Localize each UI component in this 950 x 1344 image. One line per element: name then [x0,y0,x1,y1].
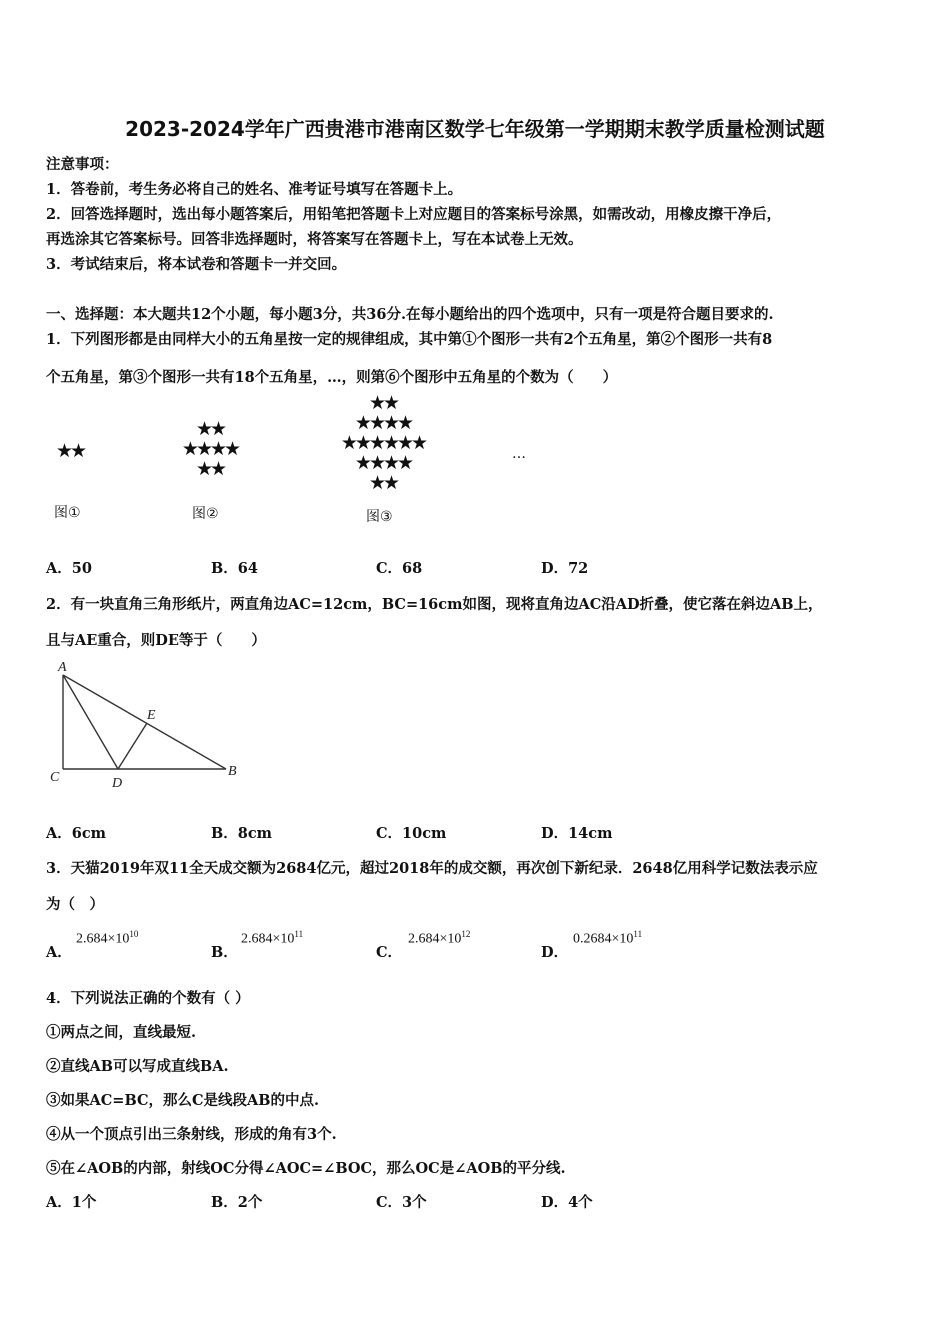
figure-label: 图③ [366,509,393,525]
notice-item: 再选涂其它答案标号。回答非选择题时，将答案写在答题卡上，写在本试卷上无效。 [46,231,583,248]
q4-option-a: A．1个 [46,1194,97,1211]
section-heading: 一、选择题：本大题共12个小题，每小题3分，共36分.在每小题给出的四个选项中，只有一项是符合题目要求的. [46,306,774,323]
q2-option-a: A．6cm [46,825,107,842]
point-label-c: C [50,770,60,785]
q1-figure-2 [160,418,260,528]
q2-stem-line2: 且与AE重合，则DE等于（ ） [46,632,266,649]
times-ten: ×10 [107,931,130,947]
figure-ellipsis: … [512,446,526,462]
segment-ad [63,675,118,769]
star-row: ★★★★ [354,452,412,474]
point-label-e: E [147,708,156,723]
star-row: ★★ [368,392,398,414]
q1-figure-1 [40,440,100,530]
times-ten: ×10 [611,931,634,947]
q4-statement: ③如果AC=BC，那么C是线段AB的中点. [46,1092,320,1109]
star-row: ★★ [195,458,225,480]
notice-item: 2．回答选择题时，选出每小题答案后，用铅笔把答题卡上对应题目的答案标号涂黑，如需改动，用橡皮擦干净后， [46,206,782,223]
exponent: 11 [294,929,304,939]
q4-statement: ②直线AB可以写成直线BA. [46,1058,229,1075]
notice-item: 1．答卷前，考生务必将自己的姓名、准考证号填写在答题卡上。 [46,181,463,198]
q1-figure-3 [322,394,444,530]
q3-option-c-letter: C． [376,944,403,961]
figure-label: 图② [192,506,219,522]
exponent: 11 [633,929,643,939]
times-ten: ×10 [439,931,462,947]
q2-stem-line1: 2．有一块直角三角形纸片，两直角边AC=12cm，BC=16cm如图，现将直角边AC沿AD折叠，使它落在斜边AB上， [46,596,823,613]
q1-option-b: B．64 [211,560,258,577]
exponent: 10 [129,929,139,939]
star-row: ★★ [195,418,225,440]
q4-stem: 4．下列说法正确的个数有（ ） [46,990,250,1007]
q1-stem-line1: 1．下列图形都是由同样大小的五角星按一定的规律组成，其中第①个图形一共有2个五角星，第②个图形一共有8 [46,331,773,348]
q4-option-d: D．4个 [541,1194,593,1211]
times-ten: ×10 [272,931,295,947]
segment-ab [63,675,226,769]
q2-option-c: C．10cm [376,825,447,842]
q3-option-c-value [408,929,470,948]
point-label-a: A [58,660,67,675]
q4-option-c: C．3个 [376,1194,427,1211]
q3-option-d-value [573,929,642,948]
q4-statement: ④从一个顶点引出三条射线，形成的角有3个. [46,1126,337,1143]
q3-option-a-value [76,929,138,948]
q3-option-d-letter: D． [541,944,569,961]
q3-option-a-letter: A． [46,944,72,961]
q1-option-c: C．68 [376,560,423,577]
mantissa: 2.684 [408,931,440,947]
q1-option-d: D．72 [541,560,589,577]
mantissa: 2.684 [241,931,273,947]
star-row: ★★★★ [354,412,412,434]
page-title: 2023-2024学年广西贵港市港南区数学七年级第一学期期末教学质量检测试题 [125,117,825,141]
mantissa: 2.684 [76,931,108,947]
q3-option-b-letter: B． [211,944,238,961]
point-label-b: B [228,764,237,779]
q3-option-b-value [241,929,303,948]
q1-option-a: A．50 [46,560,92,577]
mantissa: 0.2684 [573,931,612,947]
segment-de [118,723,147,769]
star-row: ★★★★★★ [340,432,426,454]
q4-statement: ①两点之间，直线最短. [46,1024,197,1041]
star-row: ★★ [368,472,398,494]
q1-stem-line2: 个五角星，第③个图形一共有18个五角星，…，则第⑥个图形中五角星的个数为（ ） [46,369,618,386]
q3-stem-line1: 3．天猫2019年双11全天成交额为2684亿元，超过2018年的成交额，再次创下新纪录．2648亿用科学记数法表示应 [46,860,818,877]
q3-stem-line2: 为（ ） [46,896,104,913]
figure-label: 图① [54,505,81,521]
notice-item: 3．考试结束后，将本试卷和答题卡一并交回。 [46,256,347,273]
q4-option-b: B．2个 [211,1194,263,1211]
q2-option-b: B．8cm [211,825,273,842]
notice-heading: 注意事项： [46,156,119,173]
q4-statement: ⑤在∠AOB的内部，射线OC分得∠AOC=∠BOC，那么OC是∠AOB的平分线. [46,1160,566,1177]
q2-triangle-diagram [40,655,250,795]
star-row: ★★★★ [181,438,239,460]
point-label-d: D [112,776,123,791]
star-row: ★★ [55,440,85,462]
exponent: 12 [461,929,471,939]
q2-option-d: D．14cm [541,825,613,842]
